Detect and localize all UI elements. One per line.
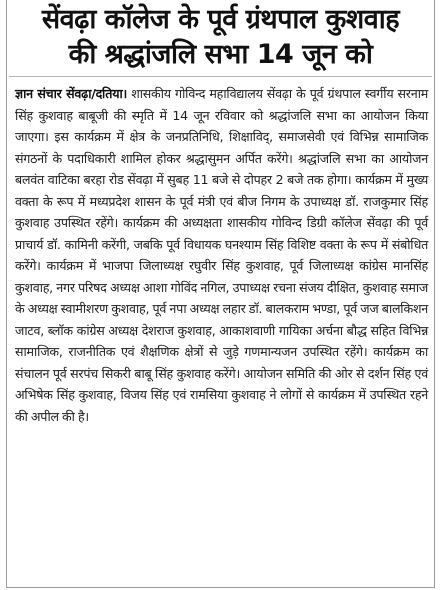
headline-line-1: सेंवढ़ा कॉलेज के पूर्व ग्रंथपाल कुशवाह	[41, 4, 400, 35]
article-body	[7, 77, 434, 427]
news-clipping	[6, 0, 435, 588]
dateline: ज्ञान संचार सेंवढ़ा/दतिया।	[15, 86, 128, 101]
headline-line-2: की श्रद्धांजलि सभा 14 जून को	[68, 39, 373, 70]
headline	[7, 0, 434, 72]
article-text: शासकीय गोविन्द महाविद्यालय सेंवढ़ा के पूर्व ग्रंथपाल स्वर्गीय सरनाम सिंह कुशवाह बाबूजी की स्मृति में 14 जून रविवार को श्रद्धांजलि सभा का आयोजन किया जाएगा। इस कार्यक्रम में क्षेत्र के जनप्रतिनिधि, शिक्षाविद्, समाजसेवी एवं विभिन्न सामाजिक संगठनों के पदाधिकारी शामिल होकर श्रद्धासुमन अर्पित करेंगे। श्रद्धांजलि सभा का आयोजन बलवंत वाटिका बरहा रोड सेंवढ़ा में सुबह 11 बजे से दोपहर 2 बजे तक होगा। कार्यक्रम में मुख्य वक्ता के रूप में मध्यप्रदेश शासन के पूर्व मंत्री एवं बीज निगम के उपाध्यक्ष डॉ. राजकुमार सिंह कुशवाह उपस्थित रहेंगे। कार्यक्रम की अध्यक्षता शासकीय गोविन्द डिग्री कॉलेज सेंवढ़ा की पूर्व प्राचार्य डॉ. कामिनी करेंगी, जबकि पूर्व विधायक घनश्याम सिंह विशिष्ट वक्ता के रूप में संबोधित करेंगे। कार्यक्रम में भाजपा जिलाध्यक्ष रघुवीर सिंह कुशवाह, पूर्व जिलाध्यक्ष कांग्रेस मानसिंह कुशवाह, नगर परिषद अध्यक्ष आशा गोविंद नगिल, उपाध्यक्ष रचना संजय दीक्षित, कुशवाह समाज के अध्यक्ष स्वामीशरण कुशवाह, पूर्व नपा अध्यक्ष लहार डॉ. बालकराम भण्डा, पूर्व जज बालकिशन जाटव, ब्लॉक कांग्रेस अध्यक्ष देशराज कुशवाह, आकाशवाणी गायिका अर्चना बौद्ध सहित विभिन्न सामाजिक, राजनीतिक एवं शैक्षणिक क्षेत्रों से जुड़े गणमान्यजन उपस्थित रहेंगे। कार्यक्रम का संचालन पूर्व सरपंच सिकरी बाबू सिंह कुशवाह करेंगे। आयोजन समिति की ओर से दर्शन सिंह एवं अभिषेक सिंह कुशवाह, विजय सिंह एवं रामसिया कुशवाह ने लोगों से कार्यक्रम में उपस्थित रहने की अपील की है।	[15, 86, 428, 424]
